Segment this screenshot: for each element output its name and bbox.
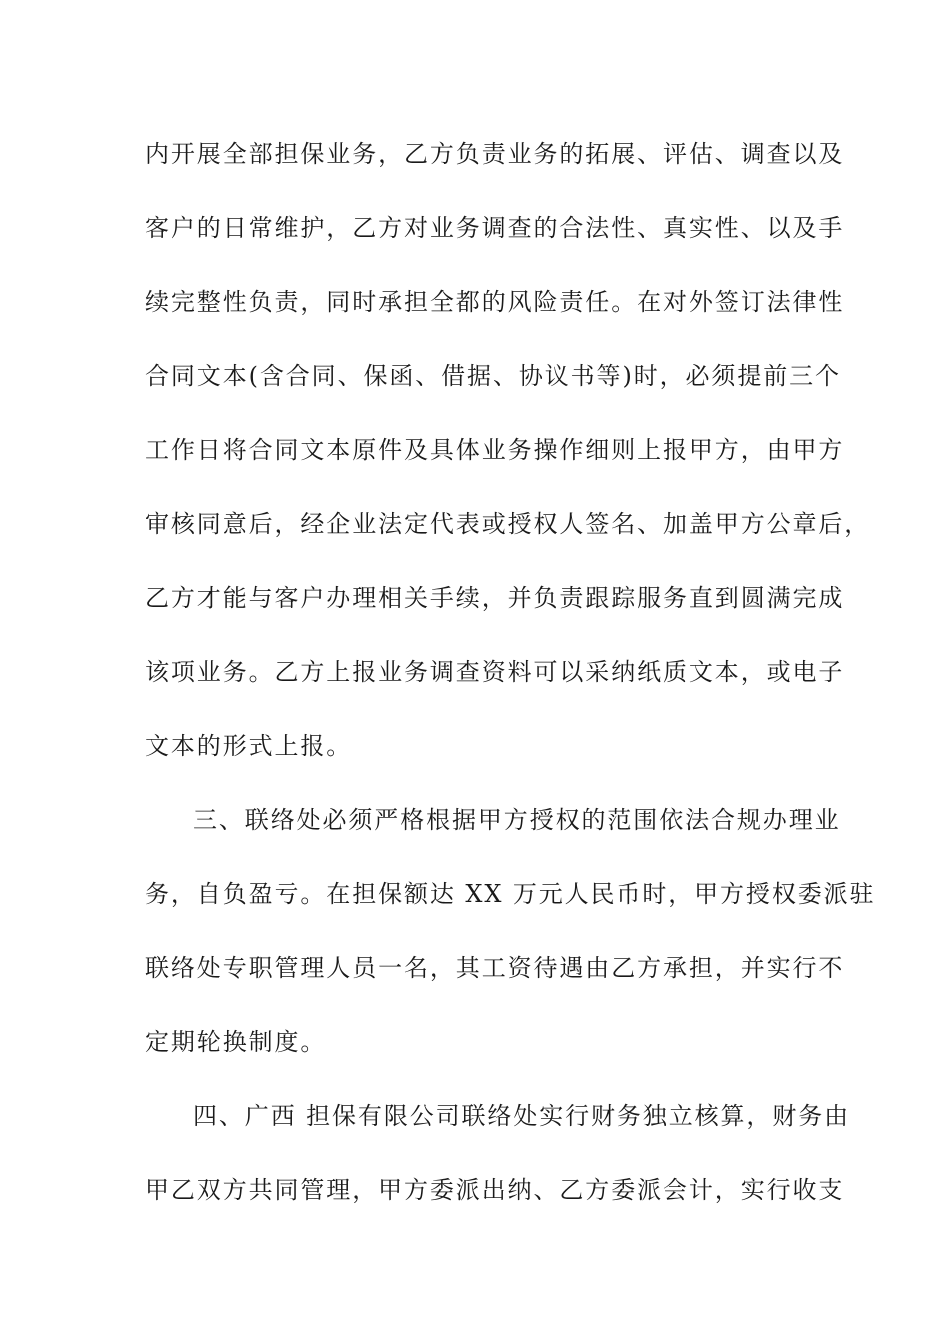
paragraph-line: 该项业务。乙方上报业务调查资料可以采纳纸质文本，或电子 [145,658,845,686]
paragraph-line: 定期轮换制度。 [145,1028,327,1056]
paragraph-line: 四、广西 担保有限公司联络处实行财务独立核算，财务由 [193,1102,851,1130]
paragraph-line: 内开展全部担保业务，乙方负责业务的拓展、评估、调查以及 [145,140,845,168]
paragraph-line: 甲乙双方共同管理，甲方委派出纳、乙方委派会计，实行收支 [145,1176,845,1204]
paragraph-line: 合同文本(含合同、保函、借据、协议书等)时，必须提前三个 [145,362,841,390]
paragraph-line: 工作日将合同文本原件及具体业务操作细则上报甲方，由甲方 [145,436,845,464]
paragraph-line: 客户的日常维护，乙方对业务调查的合法性、真实性、以及手 [145,214,845,242]
paragraph-line: 务，自负盈亏。在担保额达 XX 万元人民币时，甲方授权委派驻 [145,880,876,908]
paragraph-line: 乙方才能与客户办理相关手续，并负责跟踪服务直到圆满完成 [145,584,845,612]
paragraph-line: 三、联络处必须严格根据甲方授权的范围依法合规办理业 [193,806,841,834]
paragraph-line: 联络处专职管理人员一名，其工资待遇由乙方承担，并实行不 [145,954,845,982]
paragraph-line: 文本的形式上报。 [145,732,353,760]
paragraph-line: 续完整性负责，同时承担全都的风险责任。在对外签订法律性 [145,288,845,316]
paragraph-line: 审核同意后，经企业法定代表或授权人签名、加盖甲方公章后， [145,510,871,538]
